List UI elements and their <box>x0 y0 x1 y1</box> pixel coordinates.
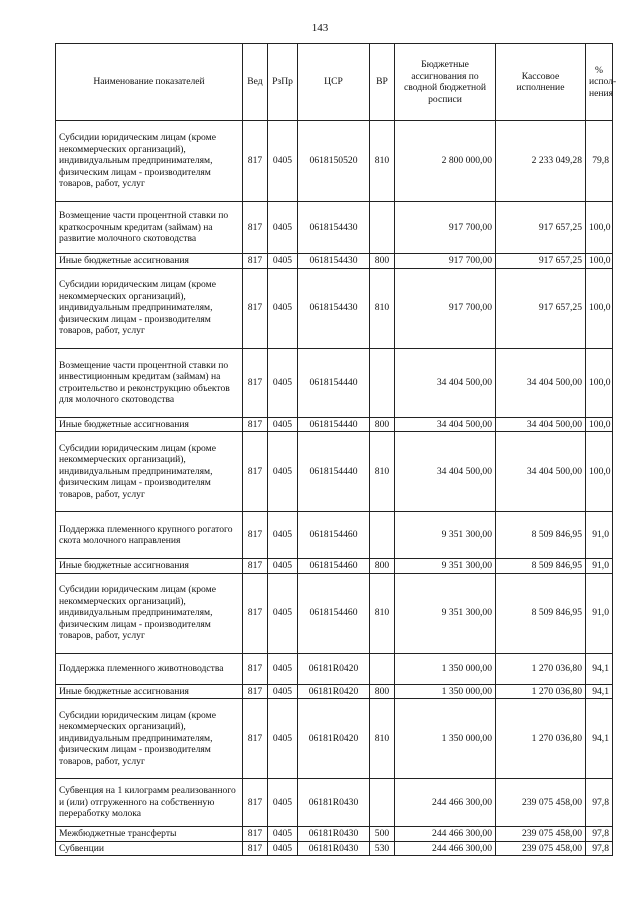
cell-csr: 06181R0420 <box>298 653 370 684</box>
cell-pct: 100,0 <box>586 348 613 417</box>
cell-rzpr: 0405 <box>268 121 298 202</box>
cell-pct: 91,0 <box>586 512 613 559</box>
header-row <box>56 44 613 121</box>
cell-name: Поддержка племенного крупного рогатого скота молочного направления <box>56 512 243 559</box>
page-number: 143 <box>311 22 329 34</box>
table-row <box>56 417 613 432</box>
cell-csr: 06181R0430 <box>298 827 370 842</box>
cell-cash: 239 075 458,00 <box>496 841 586 856</box>
cell-assign: 244 466 300,00 <box>395 841 496 856</box>
cell-cash: 1 270 036,80 <box>496 684 586 699</box>
cell-csr: 0618154440 <box>298 348 370 417</box>
cell-cash: 34 404 500,00 <box>496 432 586 512</box>
cell-assign: 244 466 300,00 <box>395 779 496 827</box>
cell-pct: 100,0 <box>586 417 613 432</box>
col-header-rzpr: РзПр <box>268 44 298 121</box>
cell-assign: 34 404 500,00 <box>395 432 496 512</box>
cell-csr: 0618154440 <box>298 417 370 432</box>
col-header-name: Наименование показателей <box>56 44 243 121</box>
cell-pct: 91,0 <box>586 573 613 653</box>
cell-vr: 810 <box>370 268 395 348</box>
cell-rzpr: 0405 <box>268 348 298 417</box>
cell-rzpr: 0405 <box>268 653 298 684</box>
cell-csr: 0618154440 <box>298 432 370 512</box>
col-header-ved: Вед <box>243 44 268 121</box>
col-header-cash: Кассовое исполнение <box>496 44 586 121</box>
cell-assign: 917 700,00 <box>395 202 496 254</box>
cell-vr: 800 <box>370 254 395 269</box>
cell-name: Возмещение части процентной ставки по краткосрочным кредитам (займам) на развитие молочного скотоводства <box>56 202 243 254</box>
cell-assign: 2 800 000,00 <box>395 121 496 202</box>
cell-rzpr: 0405 <box>268 699 298 779</box>
cell-vr: 800 <box>370 417 395 432</box>
cell-vr: 530 <box>370 841 395 856</box>
cell-csr: 0618154460 <box>298 573 370 653</box>
table-row <box>56 653 613 684</box>
cell-rzpr: 0405 <box>268 417 298 432</box>
cell-vr: 810 <box>370 573 395 653</box>
cell-vr <box>370 779 395 827</box>
cell-rzpr: 0405 <box>268 254 298 269</box>
cell-name: Иные бюджетные ассигнования <box>56 684 243 699</box>
cell-name: Иные бюджетные ассигнования <box>56 417 243 432</box>
cell-vr: 800 <box>370 559 395 574</box>
cell-name: Субвенция на 1 килограмм реализованного и (или) отгруженного на собственную переработку молока <box>56 779 243 827</box>
cell-assign: 9 351 300,00 <box>395 573 496 653</box>
cell-assign: 1 350 000,00 <box>395 699 496 779</box>
cell-name: Субсидии юридическим лицам (кроме некоммерческих организаций), индивидуальным предпринимателям, физическим лицам - производителям товаров, работ, услуг <box>56 432 243 512</box>
cell-ved: 817 <box>243 268 268 348</box>
table-row <box>56 121 613 202</box>
cell-vr <box>370 348 395 417</box>
cell-pct: 100,0 <box>586 268 613 348</box>
cell-csr: 06181R0420 <box>298 699 370 779</box>
cell-pct: 97,8 <box>586 827 613 842</box>
cell-name: Субсидии юридическим лицам (кроме некоммерческих организаций), индивидуальным предпринимателям, физическим лицам - производителям товаров, работ, услуг <box>56 121 243 202</box>
cell-cash: 917 657,25 <box>496 202 586 254</box>
col-header-csr: ЦСР <box>298 44 370 121</box>
cell-ved: 817 <box>243 121 268 202</box>
table-row <box>56 684 613 699</box>
cell-pct: 100,0 <box>586 254 613 269</box>
cell-rzpr: 0405 <box>268 202 298 254</box>
cell-ved: 817 <box>243 779 268 827</box>
cell-name: Иные бюджетные ассигнования <box>56 559 243 574</box>
cell-ved: 817 <box>243 348 268 417</box>
cell-csr: 0618154460 <box>298 512 370 559</box>
cell-cash: 1 270 036,80 <box>496 699 586 779</box>
cell-assign: 1 350 000,00 <box>395 684 496 699</box>
cell-rzpr: 0405 <box>268 827 298 842</box>
cell-name: Субвенции <box>56 841 243 856</box>
cell-rzpr: 0405 <box>268 573 298 653</box>
cell-pct: 100,0 <box>586 202 613 254</box>
cell-name: Поддержка племенного животноводства <box>56 653 243 684</box>
cell-ved: 817 <box>243 432 268 512</box>
cell-csr: 06181R0430 <box>298 779 370 827</box>
cell-cash: 239 075 458,00 <box>496 779 586 827</box>
cell-cash: 34 404 500,00 <box>496 348 586 417</box>
cell-vr <box>370 202 395 254</box>
cell-ved: 817 <box>243 512 268 559</box>
cell-ved: 817 <box>243 653 268 684</box>
cell-vr <box>370 512 395 559</box>
cell-name: Субсидии юридическим лицам (кроме некоммерческих организаций), индивидуальным предпринимателям, физическим лицам - производителям товаров, работ, услуг <box>56 699 243 779</box>
table-row <box>56 254 613 269</box>
col-header-pct: % испол-нения <box>586 44 613 121</box>
cell-ved: 817 <box>243 254 268 269</box>
cell-ved: 817 <box>243 559 268 574</box>
cell-assign: 9 351 300,00 <box>395 559 496 574</box>
cell-name: Субсидии юридическим лицам (кроме некоммерческих организаций), индивидуальным предпринимателям, физическим лицам - производителям товаров, работ, услуг <box>56 268 243 348</box>
table-row <box>56 841 613 856</box>
cell-vr: 500 <box>370 827 395 842</box>
table-row <box>56 432 613 512</box>
cell-cash: 34 404 500,00 <box>496 417 586 432</box>
cell-vr: 810 <box>370 121 395 202</box>
col-header-vr: ВР <box>370 44 395 121</box>
cell-name: Межбюджетные трансферты <box>56 827 243 842</box>
cell-ved: 817 <box>243 202 268 254</box>
cell-cash: 239 075 458,00 <box>496 827 586 842</box>
cell-pct: 94,1 <box>586 653 613 684</box>
cell-rzpr: 0405 <box>268 512 298 559</box>
table-row <box>56 573 613 653</box>
cell-assign: 34 404 500,00 <box>395 417 496 432</box>
cell-pct: 79,8 <box>586 121 613 202</box>
cell-rzpr: 0405 <box>268 841 298 856</box>
budget-table <box>55 43 617 856</box>
cell-csr: 0618154430 <box>298 254 370 269</box>
cell-rzpr: 0405 <box>268 268 298 348</box>
cell-cash: 2 233 049,28 <box>496 121 586 202</box>
cell-csr: 0618154430 <box>298 202 370 254</box>
cell-assign: 917 700,00 <box>395 254 496 269</box>
cell-ved: 817 <box>243 573 268 653</box>
col-header-assign: Бюджетные ассигнования по сводной бюджетной росписи <box>395 44 496 121</box>
cell-pct: 100,0 <box>586 432 613 512</box>
cell-assign: 34 404 500,00 <box>395 348 496 417</box>
table-row <box>56 512 613 559</box>
cell-ved: 817 <box>243 684 268 699</box>
cell-cash: 8 509 846,95 <box>496 573 586 653</box>
table-row <box>56 699 613 779</box>
cell-name: Иные бюджетные ассигнования <box>56 254 243 269</box>
cell-name: Возмещение части процентной ставки по инвестиционным кредитам (займам) на строительство и реконструкцию объектов для молочного скотоводства <box>56 348 243 417</box>
cell-rzpr: 0405 <box>268 684 298 699</box>
cell-rzpr: 0405 <box>268 779 298 827</box>
cell-ved: 817 <box>243 417 268 432</box>
cell-assign: 9 351 300,00 <box>395 512 496 559</box>
cell-pct: 94,1 <box>586 684 613 699</box>
cell-cash: 8 509 846,95 <box>496 559 586 574</box>
cell-cash: 917 657,25 <box>496 254 586 269</box>
cell-vr: 800 <box>370 684 395 699</box>
cell-cash: 917 657,25 <box>496 268 586 348</box>
cell-rzpr: 0405 <box>268 432 298 512</box>
table-row <box>56 827 613 842</box>
cell-pct: 97,8 <box>586 779 613 827</box>
cell-csr: 06181R0420 <box>298 684 370 699</box>
cell-cash: 1 270 036,80 <box>496 653 586 684</box>
cell-assign: 917 700,00 <box>395 268 496 348</box>
table-body <box>56 121 613 856</box>
table-row <box>56 268 613 348</box>
cell-vr: 810 <box>370 432 395 512</box>
table-row <box>56 559 613 574</box>
cell-ved: 817 <box>243 841 268 856</box>
cell-rzpr: 0405 <box>268 559 298 574</box>
cell-ved: 817 <box>243 699 268 779</box>
cell-csr: 0618154460 <box>298 559 370 574</box>
cell-name: Субсидии юридическим лицам (кроме некоммерческих организаций), индивидуальным предпринимателям, физическим лицам - производителям товаров, работ, услуг <box>56 573 243 653</box>
cell-csr: 0618154430 <box>298 268 370 348</box>
cell-assign: 244 466 300,00 <box>395 827 496 842</box>
cell-csr: 0618150520 <box>298 121 370 202</box>
cell-vr: 810 <box>370 699 395 779</box>
cell-assign: 1 350 000,00 <box>395 653 496 684</box>
table-row <box>56 348 613 417</box>
cell-cash: 8 509 846,95 <box>496 512 586 559</box>
table-row <box>56 779 613 827</box>
table-row <box>56 202 613 254</box>
cell-pct: 97,8 <box>586 841 613 856</box>
cell-pct: 94,1 <box>586 699 613 779</box>
cell-vr <box>370 653 395 684</box>
cell-csr: 06181R0430 <box>298 841 370 856</box>
cell-pct: 91,0 <box>586 559 613 574</box>
cell-ved: 817 <box>243 827 268 842</box>
